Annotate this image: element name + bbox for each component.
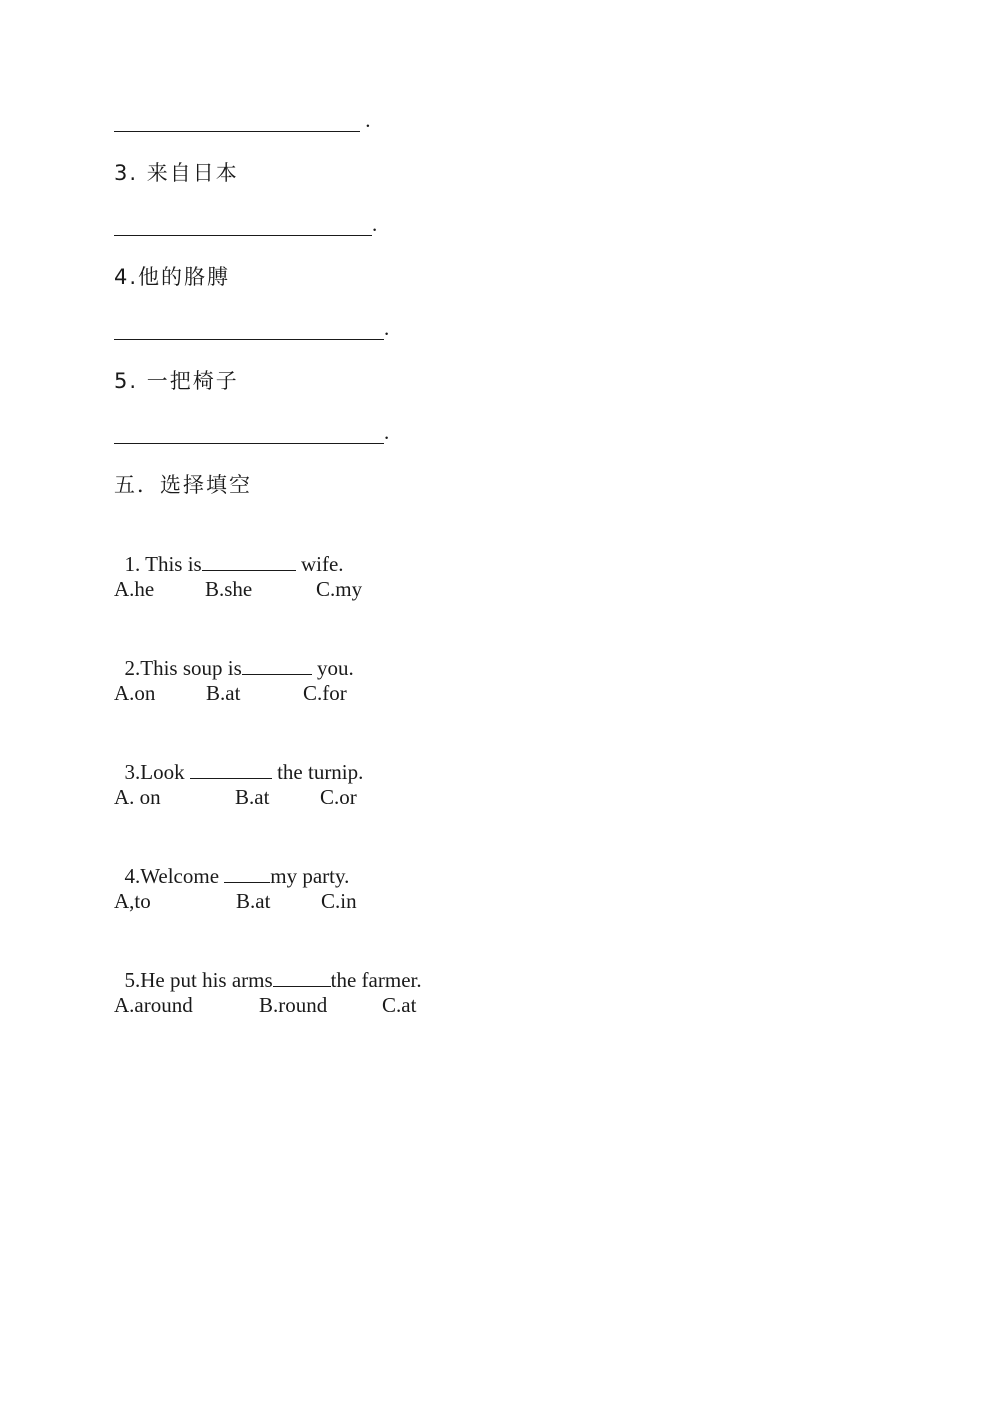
answer-blank[interactable] xyxy=(114,319,384,340)
option-5a[interactable]: A.around xyxy=(114,993,193,1017)
question-text-before: 1. This is xyxy=(124,552,202,576)
option-2a[interactable]: A.on xyxy=(114,681,156,705)
question-blank[interactable] xyxy=(190,758,272,779)
option-3b[interactable]: B.at xyxy=(235,785,270,809)
answer-blank[interactable] xyxy=(114,423,384,444)
answer-line-3[interactable] xyxy=(114,212,377,236)
option-3c[interactable]: C.or xyxy=(320,785,357,809)
question-text-after: my party. xyxy=(270,864,350,888)
question-text-before: 5.He put his arms xyxy=(124,968,273,992)
answer-end-mark: . xyxy=(372,212,378,236)
question-text-after: you. xyxy=(311,656,354,680)
question-5 xyxy=(114,940,422,993)
translation-prompt-5: 5. 一把椅子 xyxy=(114,369,239,393)
option-2c[interactable]: C.for xyxy=(303,681,347,705)
question-text-before: 3.Look xyxy=(124,760,190,784)
option-2b[interactable]: B.at xyxy=(206,681,241,705)
option-1a[interactable]: A.he xyxy=(114,577,155,601)
option-3a[interactable]: A. on xyxy=(114,785,161,809)
option-4b[interactable]: B.at xyxy=(236,889,271,913)
answer-blank[interactable] xyxy=(114,111,360,132)
question-text-after: the turnip. xyxy=(271,760,364,784)
section-title: 五．选择填空 xyxy=(114,473,252,497)
question-text-after: the farmer. xyxy=(330,968,422,992)
answer-end-mark: . xyxy=(360,108,371,132)
question-blank[interactable] xyxy=(273,966,331,987)
option-1b[interactable]: B.she xyxy=(205,577,253,601)
option-5b[interactable]: B.round xyxy=(259,993,328,1017)
question-text-before: 4.Welcome xyxy=(124,864,225,888)
translation-prompt-3: 3. 来自日本 xyxy=(114,161,239,185)
option-4c[interactable]: C.in xyxy=(321,889,357,913)
answer-end-mark: . xyxy=(384,316,390,340)
question-1 xyxy=(114,524,344,577)
question-blank[interactable] xyxy=(242,654,312,675)
answer-line-5[interactable] xyxy=(114,420,389,444)
option-4a[interactable]: A,to xyxy=(114,889,151,913)
question-blank[interactable] xyxy=(224,862,270,883)
answer-line-4[interactable] xyxy=(114,316,389,340)
option-1c[interactable]: C.my xyxy=(316,577,363,601)
question-3 xyxy=(114,732,363,785)
question-4 xyxy=(114,836,349,889)
answer-blank[interactable] xyxy=(114,215,372,236)
question-text-before: 2.This soup is xyxy=(124,656,242,680)
question-text-after: wife. xyxy=(295,552,344,576)
translation-prompt-4: 4.他的胳膊 xyxy=(114,265,231,289)
question-blank[interactable] xyxy=(202,550,296,571)
answer-end-mark: . xyxy=(384,420,390,444)
option-5c[interactable]: C.at xyxy=(382,993,417,1017)
answer-line-1[interactable] xyxy=(114,108,371,132)
question-2 xyxy=(114,628,354,681)
